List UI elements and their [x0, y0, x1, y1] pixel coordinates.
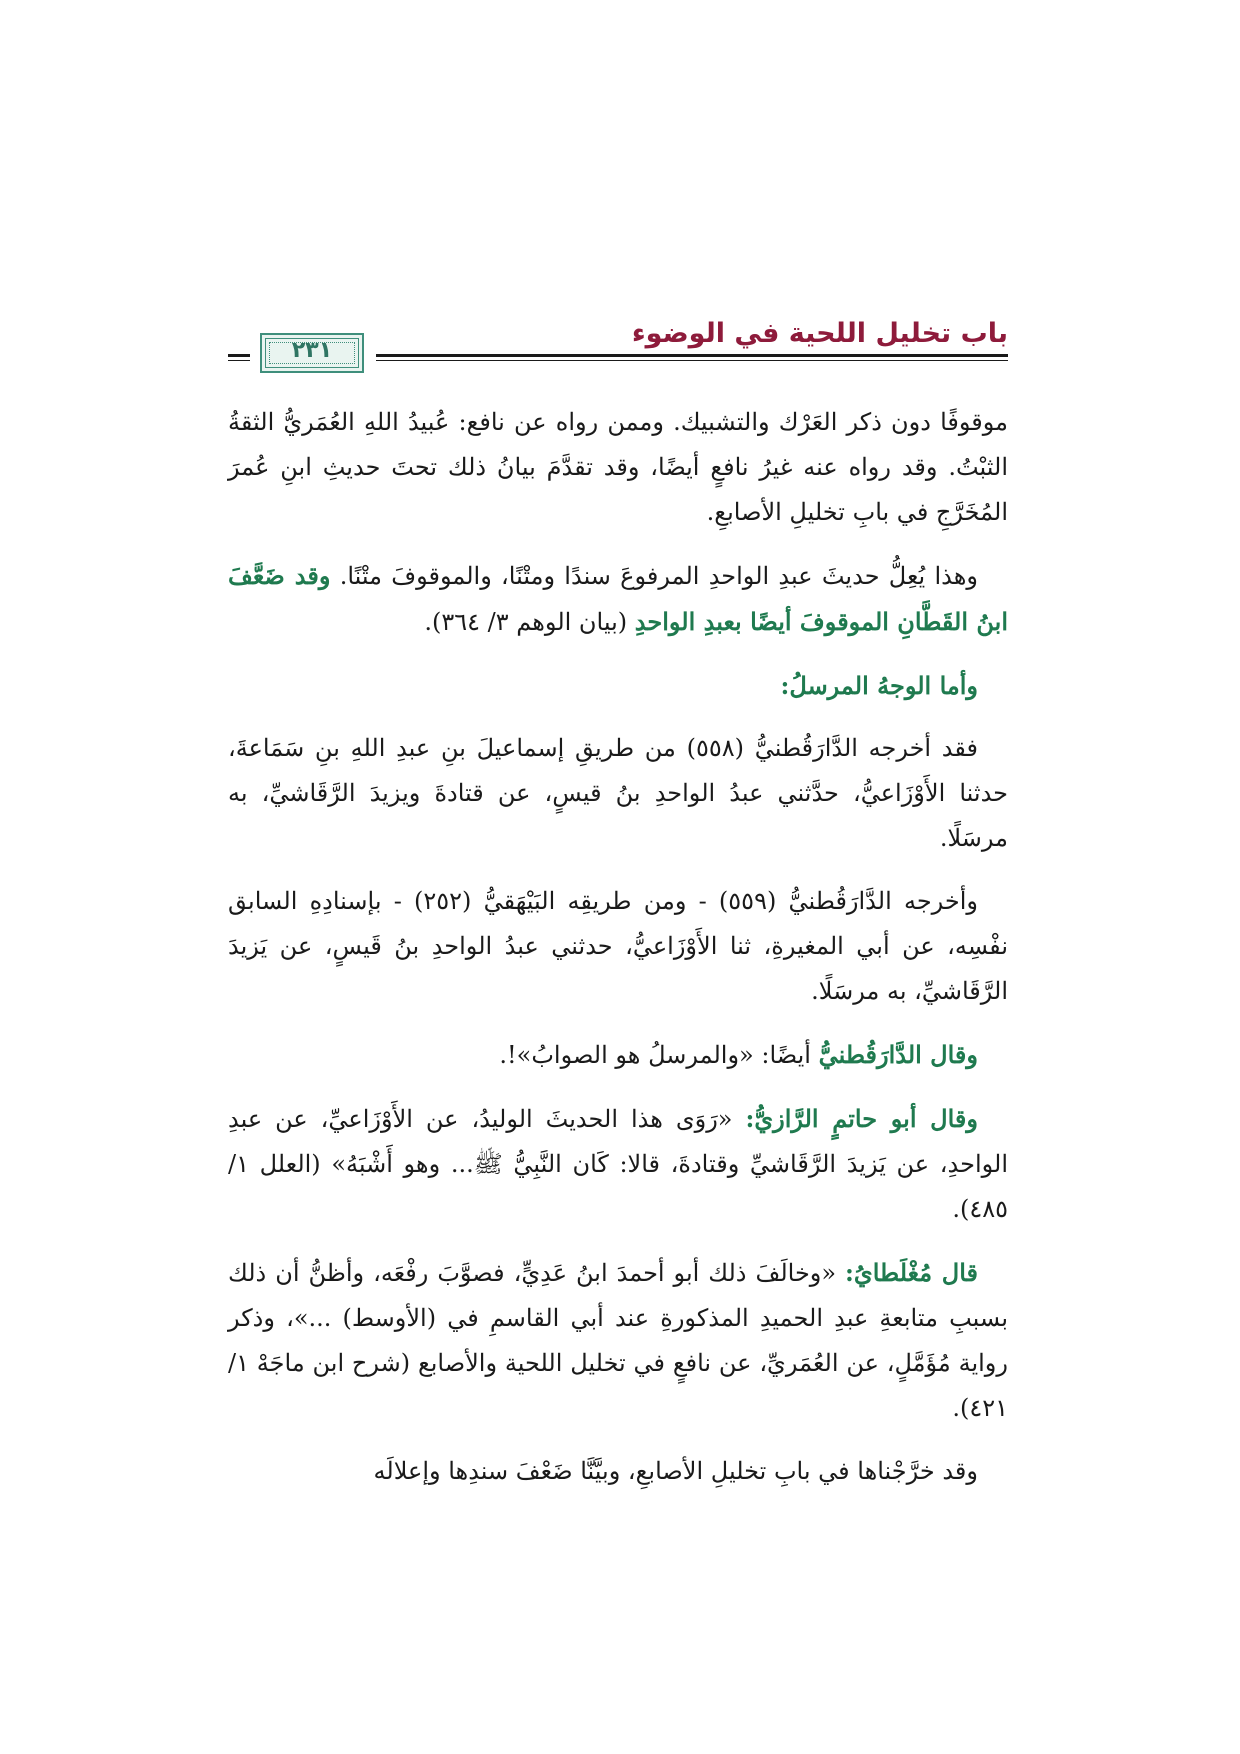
- paragraph-6-label: وقال الدَّارَقُطنيُّ: [818, 1040, 978, 1069]
- page-body: [228, 400, 1008, 1512]
- paragraph-7-label: وقال أبو حاتمٍ الرَّازيُّ:: [745, 1104, 978, 1133]
- paragraph-8: [228, 1250, 1008, 1431]
- paragraph-1: موقوفًا دون ذكر العَرْك والتشبيك. وممن رواه عن نافع: عُبيدُ اللهِ العُمَريُّ الثقةُ الثبْتُ. وقد رواه عنه غيرُ نافعٍ أيضًا، وقد تقدَّمَ بيانُ ذلك تحتَ حديثِ ابنِ عُمرَ المُخَرَّجِ في بابِ تخليلِ الأصابعِ.: [228, 408, 1008, 526]
- paragraph-5: وأخرجه الدَّارَقُطنيُّ (٥٥٩) - ومن طريقِه البَيْهَقيُّ (٢٥٢) - بإسنادِهِ السابق نفْسِه، عن أبي المغيرةِ، ثنا الأَوْزَاعيُّ، حدثني عبدُ الواحدِ بنُ قَيسٍ، عن يَزيدَ الرَّقَاشيِّ، به مرسَلًا.: [228, 887, 1008, 1005]
- paragraph-9: وقد خرَّجْناها في بابِ تخليلِ الأصابعِ، وبيَّنَّا ضَعْفَ سندِها وإعلالَه: [373, 1457, 978, 1485]
- paragraph-7-text: «رَوَى هذا الحديثَ الوليدُ، عن الأَوْزَاعيِّ، عن عبدِ الواحدِ، عن يَزيدَ الرَّقَاشيِّ وقتادةَ، قالا: كَان النَّبِيُّ ﷺ... وهو أَشْبَهُ» (العلل ١/ ٤٨٥).: [228, 1105, 1008, 1223]
- paragraph-2-text: وهذا يُعِلُّ حديثَ عبدِ الواحدِ المرفوعَ سندًا ومتْنًا، والموقوفَ متْنًا.: [339, 562, 978, 590]
- paragraph-6-text: أيضًا: «والمرسلُ هو الصوابُ»!.: [499, 1041, 811, 1069]
- page-number: ٢٣١: [291, 338, 333, 363]
- header-rule-left: [228, 354, 250, 361]
- chapter-title: باب تخليل اللحية في الوضوء: [631, 318, 1008, 349]
- paragraph-6: [228, 1032, 1008, 1078]
- paragraph-8-text: «وخالَفَ ذلك أبو أحمدَ ابنُ عَدِيٍّ، فصوَّبَ رفْعَه، وأظنُّ أن ذلك بسببِ متابعةِ عبدِ الحميدِ المذكورةِ عند أبي القاسمِ في (الأوسط) ...»، وذكر رواية مُؤَمَّلٍ، عن العُمَريِّ، عن نافعٍ في تخليل اللحية والأصابع (شرح ابن ماجَهْ ١/ ٤٢١).: [228, 1259, 1008, 1422]
- paragraph-4: فقد أخرجه الدَّارَقُطنيُّ (٥٥٨) من طريقِ إسماعيلَ بنِ عبدِ اللهِ بنِ سَمَاعةَ، حدثنا الأَوْزَاعيُّ، حدَّثني عبدُ الواحدِ بنُ قيسٍ، عن قتادةَ ويزيدَ الرَّقَاشيِّ، به مرسَلًا.: [228, 734, 1008, 852]
- paragraph-8-label: قال مُغْلَطايُ:: [845, 1258, 978, 1287]
- paragraph-2-citation: (بيان الوهم ٣/ ٣٦٤).: [424, 608, 628, 636]
- page-number-frame: [260, 333, 364, 373]
- header-rule: [376, 354, 1008, 361]
- paragraph-7: [228, 1096, 1008, 1232]
- page-header: [228, 316, 1008, 372]
- paragraph-2: [228, 553, 1008, 645]
- section-heading-mursal: وأما الوجهُ المرسلُ:: [780, 671, 978, 700]
- paragraph-2-highlight: وقد ضَعَّفَ ابنُ القَطَّانِ الموقوفَ أيضًا بعبدِ الواحدِ: [228, 561, 1008, 636]
